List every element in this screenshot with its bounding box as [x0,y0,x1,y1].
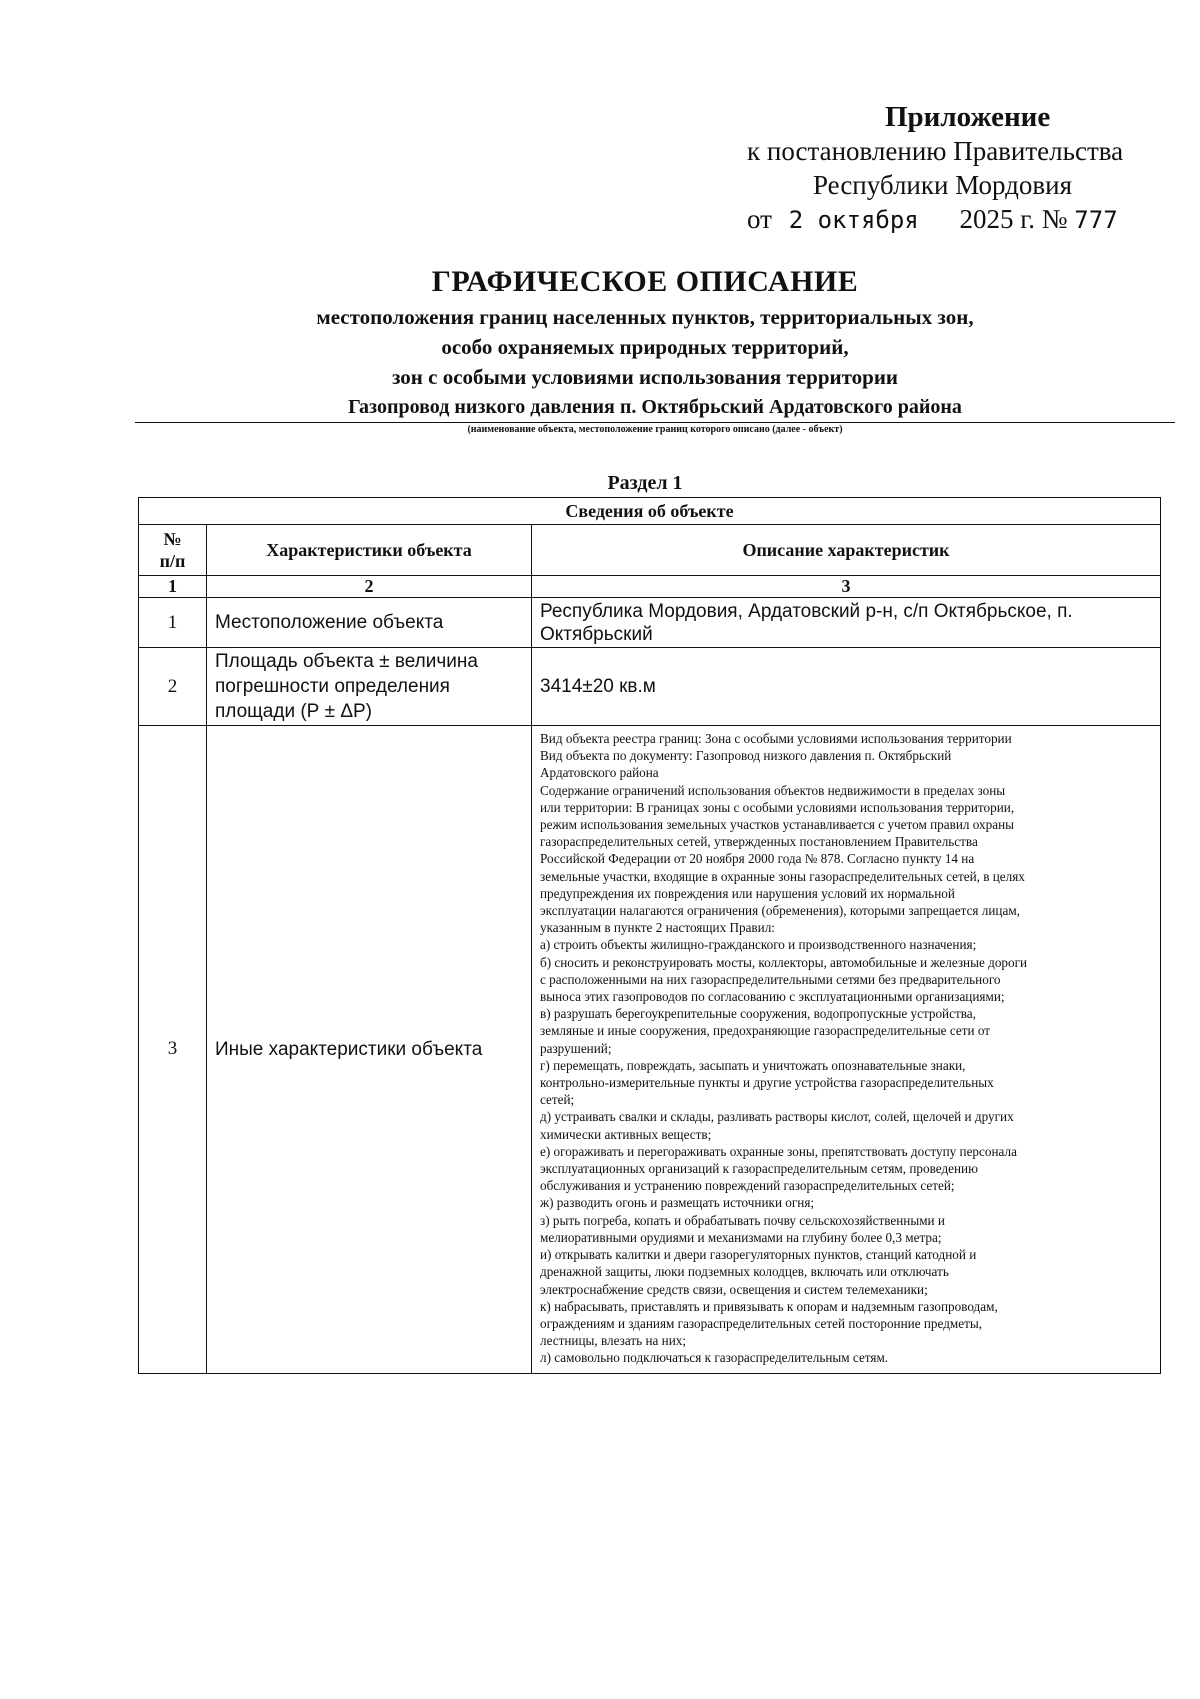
description-line: Вид объекта реестра границ: Зона с особыми условиями использования территории [540,731,1012,746]
description-line: Вид объекта по документу: Газопровод низкого давления п. Октябрьский [540,748,952,764]
description-line: лестницы, влезать на них; [540,1333,687,1349]
description-line: к) набрасывать, приставлять и привязывать к опорам и надземным газопроводам, [540,1298,998,1314]
description-line: з) рыть погреба, копать и обрабатывать почву сельскохозяйственными и [540,1212,945,1228]
row-number: 2 [139,648,207,726]
description-line: г) перемещать, повреждать, засыпать и уничтожать опознавательные знаки, [540,1057,966,1073]
description-line: сетей; [540,1092,575,1108]
column-number-row [139,576,1161,598]
object-info-table [138,497,1161,1374]
col-number: 2 [207,576,532,598]
description-line: мелиоративными орудиями и механизмами на глубину более 0,3 метра; [540,1229,942,1245]
description-line: эксплуатационных организаций к газораспределительным сетям, проведению [540,1161,978,1177]
row-number: 1 [139,598,207,648]
description-line: предупреждения их повреждения или нарушения условий их нормальной [540,885,955,901]
row-description-restrictions [532,726,1161,1374]
description-line: Содержание ограничений использования объектов недвижимости в пределах зоны [540,782,1006,798]
description-line: б) сносить и реконструировать мосты, коллекторы, автомобильные и железные дороги [540,954,1028,970]
description-line: контрольно-измерительные пункты и другие устройства газораспределительных [540,1075,994,1091]
document-title: ГРАФИЧЕСКОЕ ОПИСАНИЕ [431,265,859,298]
row-characteristic: Площадь объекта ± величина погрешности определения площади (Р ± ΔР) [207,648,532,726]
appendix-block [700,100,1180,237]
col-number: 1 [139,576,207,598]
description-line: д) устраивать свалки и склады, разливать растворы кислот, солей, щелочей и других [540,1109,1014,1125]
description-line: е) огораживать и перегораживать охранные зоны, препятствовать доступу персонала [540,1143,1017,1159]
table-row [139,598,1161,648]
header-num: № п/п [139,525,207,576]
date-handwritten: 2 октября [788,206,919,234]
appendix-date-line [700,202,1180,237]
description-line: с расположенными на них газораспределительными сетями без предварительного [540,971,1001,987]
subtitle-line: местоположения границ населенных пунктов, территориальных зон, [316,305,974,329]
row-description: Республика Мордовия, Ардатовский р-н, с/п Октябрьское, п. Октябрьский [532,598,1161,648]
table-caption: Сведения об объекте [139,498,1161,525]
description-line: указанным в пункте 2 настоящих Правил: [540,920,775,936]
description-line: обслуживания и устранению повреждений газораспределительных сетей; [540,1178,955,1194]
date-prefix: от [747,204,772,234]
object-name: Газопровод низкого давления п. Октябрьский Ардатовского района [135,396,1175,423]
description-line: электроснабжение средств связи, освещения и систем телемеханики; [540,1281,928,1297]
description-line: в) разрушать берегоукрепительные сооружения, водопропускные устройства, [540,1006,976,1022]
description-line: л) самовольно подключаться к газораспределительным сетям. [540,1350,889,1366]
row-number: 3 [139,726,207,1374]
description-line: разрушений; [540,1040,612,1056]
description-line: режим использования земельных участков устанавливается с учетом правил охраны [540,817,1014,833]
row-characteristic: Иные характеристики объекта [207,726,532,1374]
appendix-title: Приложение [885,101,1051,133]
appendix-line-1: к постановлению Правительства [747,136,1124,166]
description-line: ограждениям и зданиям газораспределительных сетей посторонние предметы, [540,1315,983,1331]
number-handwritten: 777 [1074,206,1118,234]
section-label: Раздел 1 [607,472,683,494]
object-name-note: (наименование объекта, местоположение границ которого описано (далее - объект) [467,424,843,435]
description-line: а) строить объекты жилищно-гражданского и производственного назначения; [540,937,977,953]
row-description: 3414±20 кв.м [532,648,1161,726]
header-characteristics: Характеристики объекта [207,525,532,576]
description-line: земельные участки, входящие в охранные зоны газораспределительных сетей, в целях [540,868,1025,884]
description-line: дренажной защиты, люки подземных колодцев, включать или отключать [540,1264,949,1280]
description-line: эксплуатации налагаются ограничения (обременения), которыми запрещается лицам, [540,903,1020,919]
subtitle-line: зон с особыми условиями использования территории [391,365,899,389]
subtitle-line: особо охраняемых природных территорий, [441,335,849,359]
description-line: газораспределительных сетей, утвержденных постановлением Правительства [540,834,978,850]
description-line: химически активных веществ; [540,1126,712,1142]
appendix-line-2: Республики Мордовия [813,170,1073,200]
description-line: и) открывать калитки и двери газорегуляторных пунктов, станций катодной и [540,1247,977,1263]
year-text: 2025 г. № [959,204,1068,234]
col-number: 3 [532,576,1161,598]
description-line: Ардатовского района [540,765,659,781]
table-row [139,726,1161,1374]
header-description: Описание характеристик [532,525,1161,576]
description-line: ж) разводить огонь и размещать источники огня; [540,1195,815,1211]
description-line: выноса этих газопроводов по согласованию с эксплуатационными организациями; [540,989,1005,1005]
row-characteristic: Местоположение объекта [207,598,532,648]
description-line: или территории: В границах зоны с особыми условиями использования территории, [540,799,1015,815]
table-row [139,648,1161,726]
description-line: земляные и иные сооружения, предохраняющие газораспределительные сети от [540,1023,990,1039]
document-subtitle [130,302,1160,392]
description-line: Российской Федерации от 20 ноября 2000 года № 878. Согласно пункту 14 на [540,851,975,867]
